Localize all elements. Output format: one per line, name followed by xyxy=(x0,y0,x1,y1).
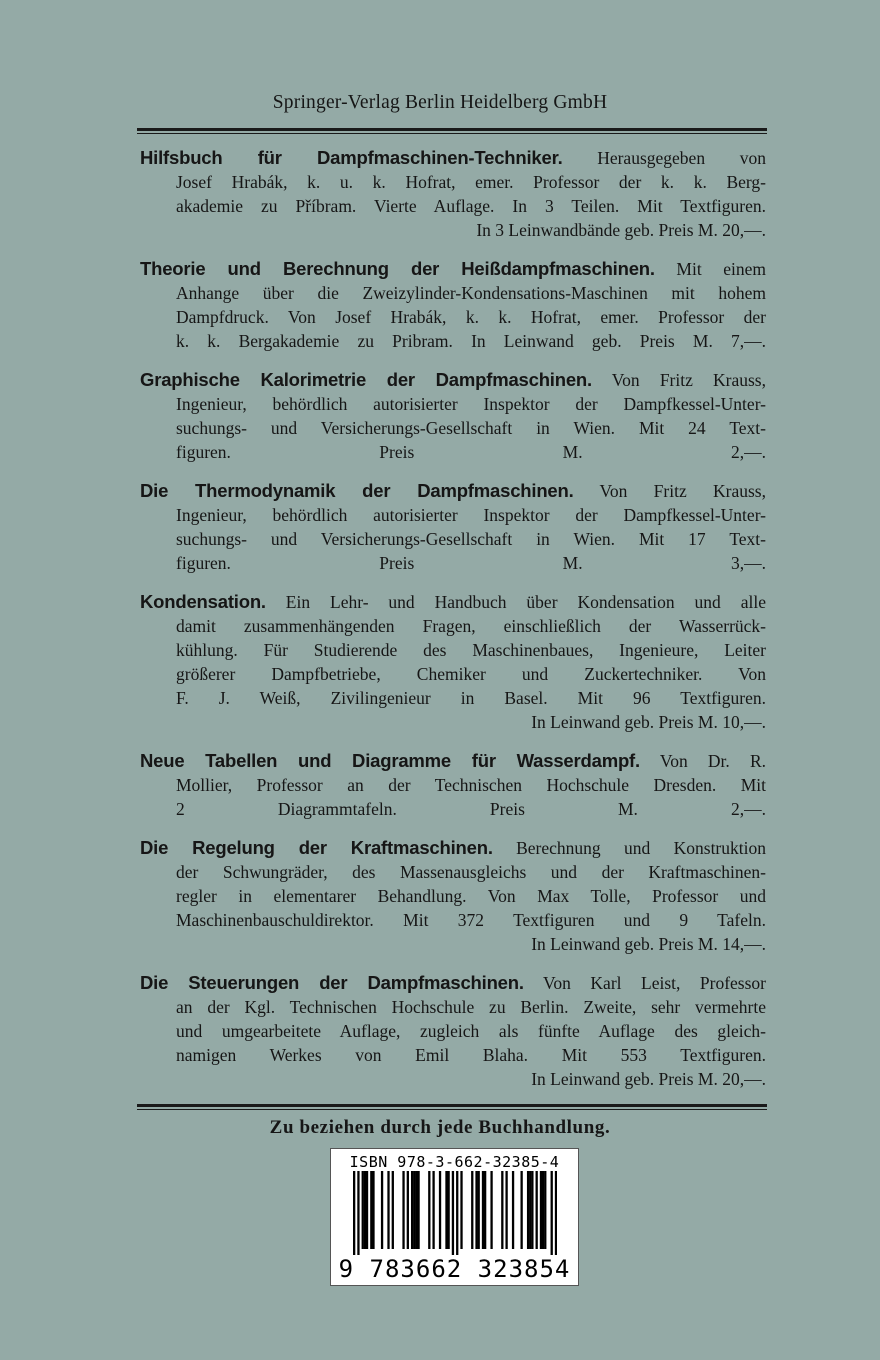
barcode-bar xyxy=(381,1171,383,1249)
entry-first-line: Theorie und Berechnung der Heißdampfmaschinen. Mit einem xyxy=(140,258,766,279)
entry-line: suchungs- und Versicherungs-Gesellschaft in Wien. Mit 17 Text- xyxy=(176,529,766,549)
barcode-bar xyxy=(415,1171,417,1249)
barcode-bar xyxy=(413,1171,415,1249)
barcode-bar xyxy=(484,1171,486,1249)
entry-price-line: In Leinwand geb. Preis M. 20,—. xyxy=(531,1069,766,1089)
entry-line: an der Kgl. Technischen Hochschule zu Berlin. Zweite, sehr vermehrte xyxy=(176,997,766,1017)
book-list xyxy=(140,146,766,1106)
entry-first-line: Hilfsbuch für Dampfmaschinen-Techniker. Herausgegeben von xyxy=(140,147,766,168)
barcode-bar xyxy=(520,1171,522,1249)
entry-first-line: Kondensation. Ein Lehr- und Handbuch über Kondensation und alle xyxy=(140,591,766,612)
barcode-bar xyxy=(490,1171,492,1249)
entry-price-line: In 3 Leinwandbände geb. Preis M. 20,—. xyxy=(476,220,766,240)
barcode-bar xyxy=(531,1171,533,1249)
entry-line: suchungs- und Versicherungs-Gesellschaft in Wien. Mit 24 Text- xyxy=(176,418,766,438)
book-title: Hilfsbuch für Dampfmaschinen-Techniker. xyxy=(140,147,563,168)
barcode-bar xyxy=(501,1171,503,1249)
barcode-bar xyxy=(357,1171,359,1255)
barcode-bar xyxy=(460,1171,462,1249)
barcode-bar xyxy=(475,1171,477,1249)
isbn-barcode xyxy=(330,1148,579,1286)
barcode-bar xyxy=(364,1171,366,1249)
entry-price-line: In Leinwand geb. Preis M. 14,—. xyxy=(531,934,766,954)
entry-first-line: Graphische Kalorimetrie der Dampfmaschinen. Von Fritz Krauss, xyxy=(140,369,766,390)
publisher-name: Springer-Verlag Berlin Heidelberg GmbH xyxy=(272,92,608,113)
barcode-bar xyxy=(505,1171,507,1249)
entry-price-line: k. k. Bergakademie zu Pribram. In Leinwand geb. Preis M. 7,—. xyxy=(176,331,766,351)
entry-line: und umgearbeitete Auflage, zugleich als fünfte Auflage des gleich- xyxy=(176,1021,766,1041)
barcode-bar xyxy=(542,1171,544,1249)
barcode-bar xyxy=(536,1171,538,1249)
book-entry xyxy=(140,836,766,956)
barcode-bar xyxy=(432,1171,434,1249)
entry-line: kühlung. Für Studierende des Maschinenbaues, Ingenieure, Leiter xyxy=(176,640,766,660)
barcode-bar xyxy=(445,1171,447,1249)
bottom-double-rule xyxy=(137,1104,767,1110)
entry-first-line: Die Steuerungen der Dampfmaschinen. Von Karl Leist, Professor xyxy=(140,972,766,993)
entry-first-line: Neue Tabellen und Diagramme für Wasserdampf. Von Dr. R. xyxy=(140,750,766,771)
book-entry xyxy=(140,971,766,1091)
barcode-bar xyxy=(370,1171,372,1249)
barcode-bars xyxy=(353,1171,557,1255)
barcode-bar xyxy=(482,1171,484,1249)
barcode-bar xyxy=(456,1171,458,1255)
barcode-bar xyxy=(529,1171,531,1249)
barcode-bar xyxy=(551,1171,553,1255)
top-double-rule xyxy=(137,128,767,134)
barcode-bar xyxy=(512,1171,514,1249)
barcode-bar xyxy=(407,1171,409,1249)
barcode-bar xyxy=(471,1171,473,1249)
barcode-bar xyxy=(353,1171,355,1255)
entry-price-line: 2 Diagrammtafeln. Preis M. 2,—. xyxy=(176,799,766,819)
barcode-bar xyxy=(478,1171,480,1249)
entry-line: Ingenieur, behördlich autorisierter Inspektor der Dampfkessel-Unter- xyxy=(176,394,766,414)
barcode-bar xyxy=(555,1171,557,1255)
entry-line: akademie zu Příbram. Vierte Auflage. In 3 Teilen. Mit Textfiguren. xyxy=(176,196,766,216)
book-entry xyxy=(140,479,766,575)
entry-price-line: In Leinwand geb. Preis M. 10,—. xyxy=(531,712,766,732)
entry-line: F. J. Weiß, Zivilingenieur in Basel. Mit 96 Textfiguren. xyxy=(176,688,766,708)
barcode-bar xyxy=(447,1171,449,1249)
entry-line: Dampfdruck. Von Josef Hrabák, k. k. Hofrat, emer. Professor der xyxy=(176,307,766,327)
book-entry xyxy=(140,590,766,734)
book-title: Die Regelung der Kraftmaschinen. xyxy=(140,837,493,858)
book-title: Die Steuerungen der Dampfmaschinen. xyxy=(140,972,524,993)
entry-line: regler in elementarer Behandlung. Von Max Tolle, Professor und xyxy=(176,886,766,906)
entry-first-line: Die Thermodynamik der Dampfmaschinen. Von Fritz Krauss, xyxy=(140,480,766,501)
isbn-label: ISBN 978-3-662-32385-4 xyxy=(349,1153,560,1171)
ean-digits: 9 783662 323854 xyxy=(338,1255,571,1283)
book-entry xyxy=(140,749,766,821)
barcode-bar xyxy=(387,1171,389,1249)
book-title: Die Thermodynamik der Dampfmaschinen. xyxy=(140,480,574,501)
barcode-bar xyxy=(411,1171,413,1249)
entry-line: Anhange über die Zweizylinder-Kondensations-Maschinen mit hohem xyxy=(176,283,766,303)
book-entry xyxy=(140,257,766,353)
entry-line: Josef Hrabák, k. u. k. Hofrat, emer. Professor der k. k. Berg- xyxy=(176,172,766,192)
barcode-bar xyxy=(439,1171,441,1249)
entry-line: Ingenieur, behördlich autorisierter Inspektor der Dampfkessel-Unter- xyxy=(176,505,766,525)
barcode-bar xyxy=(372,1171,374,1249)
barcode-bar xyxy=(544,1171,546,1249)
entry-first-line: Die Regelung der Kraftmaschinen. Berechnung und Konstruktion xyxy=(140,837,766,858)
barcode-bar xyxy=(392,1171,394,1249)
barcode-bar xyxy=(540,1171,542,1249)
barcode-bar xyxy=(527,1171,529,1249)
book-title: Neue Tabellen und Diagramme für Wasserdampf. xyxy=(140,750,640,771)
tagline: Zu beziehen durch jede Buchhandlung. xyxy=(269,1117,611,1138)
book-title: Graphische Kalorimetrie der Dampfmaschinen. xyxy=(140,369,592,390)
barcode-bar xyxy=(366,1171,368,1249)
entry-price-line: figuren. Preis M. 3,—. xyxy=(176,553,766,573)
book-entry xyxy=(140,146,766,242)
barcode-bar xyxy=(402,1171,404,1249)
book-title: Theorie und Berechnung der Heißdampfmaschinen. xyxy=(140,258,655,279)
entry-line: größerer Dampfbetriebe, Chemiker und Zuckertechniker. Von xyxy=(176,664,766,684)
barcode-bar xyxy=(428,1171,430,1249)
barcode-bar xyxy=(417,1171,419,1249)
barcode-bar xyxy=(362,1171,364,1249)
entry-line: Mollier, Professor an der Technischen Hochschule Dresden. Mit xyxy=(176,775,766,795)
entry-line: Maschinenbauschuldirektor. Mit 372 Textfiguren und 9 Tafeln. xyxy=(176,910,766,930)
barcode-bar xyxy=(452,1171,454,1255)
entry-line: damit zusammenhängenden Fragen, einschließlich der Wasserrück- xyxy=(176,616,766,636)
book-entry xyxy=(140,368,766,464)
entry-price-line: figuren. Preis M. 2,—. xyxy=(176,442,766,462)
book-title: Kondensation. xyxy=(140,591,266,612)
entry-line: der Schwungräder, des Massenausgleichs und der Kraftmaschinen- xyxy=(176,862,766,882)
entry-line: namigen Werkes von Emil Blaha. Mit 553 Textfiguren. xyxy=(176,1045,766,1065)
